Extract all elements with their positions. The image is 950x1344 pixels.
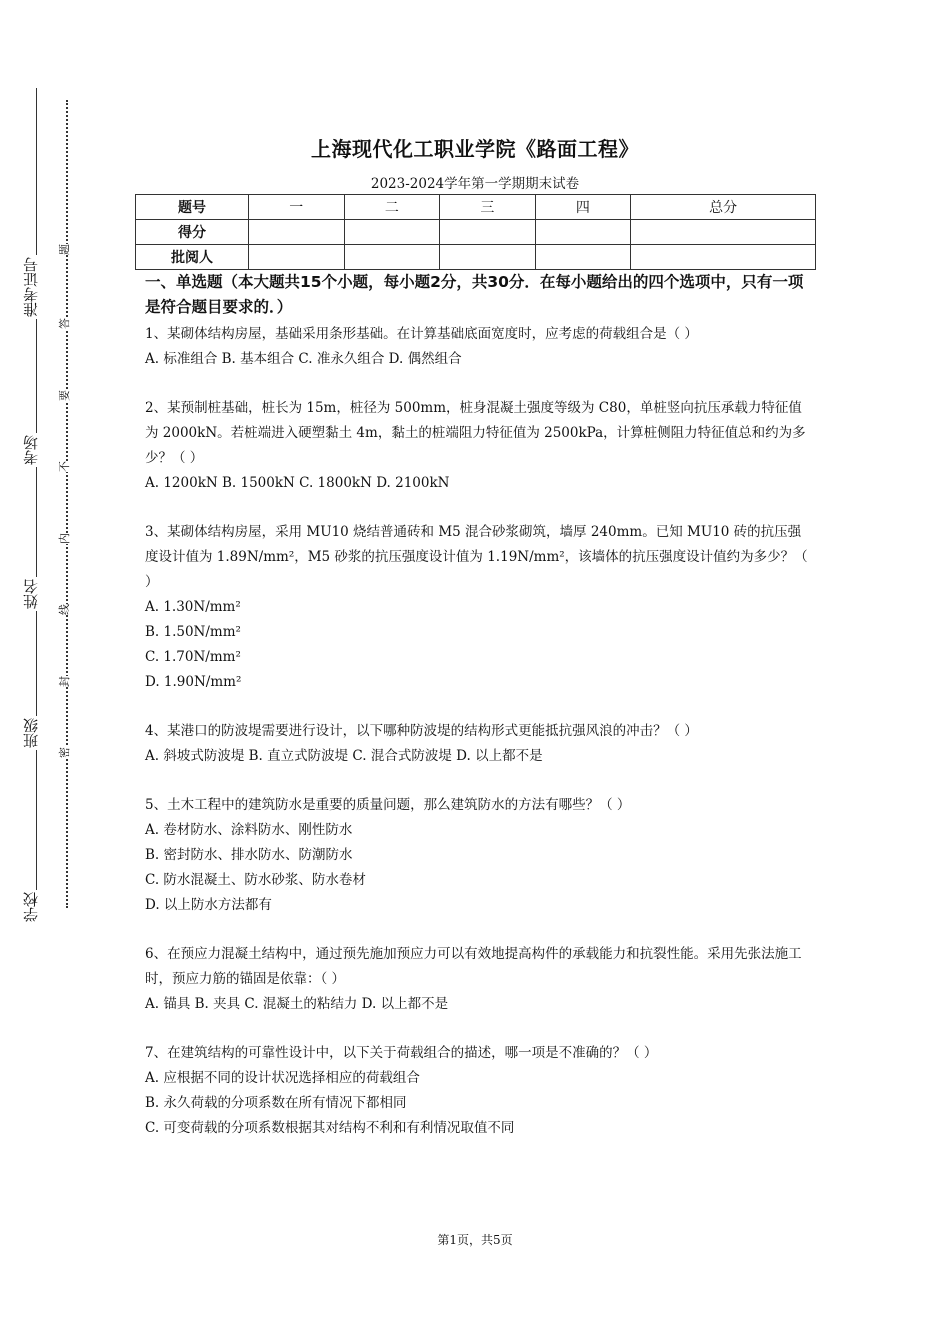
- question-stem: 6、在预应力混凝土结构中，通过预先施加预应力可以有效地提高构件的承载能力和抗裂性能。采用先张法施工时，预应力筋的锚固是依靠：（ ）: [145, 946, 802, 987]
- option-b: B. 密封防水、排水防水、防潮防水: [145, 847, 353, 863]
- score-col-header: 二: [344, 195, 440, 220]
- question-options: A. 锚具 B. 夹具 C. 混凝土的粘结力 D. 以上都不是: [145, 996, 449, 1012]
- option-b: B. 永久荷载的分项系数在所有情况下都相同: [145, 1095, 407, 1111]
- margin-label-exam-number: 准考证号: [22, 257, 40, 317]
- margin-label-class: 班级: [22, 718, 40, 748]
- page-number: 第1页，共5页: [437, 1233, 513, 1247]
- question-options: A. 斜坡式防波堤 B. 直立式防波堤 C. 混合式防波堤 D. 以上都不是: [145, 748, 543, 764]
- grader-row: [136, 245, 816, 270]
- exam-subtitle: 2023-2024学年第一学期期末试卷: [370, 176, 580, 192]
- question-5: [145, 793, 810, 918]
- seal-char: 封: [58, 676, 71, 687]
- score-col-header: 三: [440, 195, 536, 220]
- score-row-label: 得分: [136, 220, 249, 245]
- score-col-header: 一: [249, 195, 345, 220]
- option-c: C. 防水混凝土、防水砂浆、防水卷材: [145, 872, 366, 888]
- grader-cell[interactable]: [249, 245, 345, 270]
- question-options: A. 1200kN B. 1500kN C. 1800kN D. 2100kN: [145, 475, 450, 491]
- option-a: A. 1.30N/mm²: [145, 599, 241, 615]
- score-cell[interactable]: [249, 220, 345, 245]
- seal-char: 要: [58, 390, 71, 401]
- score-row: [136, 220, 816, 245]
- grader-cell[interactable]: [535, 245, 631, 270]
- question-stem: 2、某预制桩基础，桩长为 15m，桩径为 500mm，桩身混凝土强度等级为 C80，单桩竖向抗压承载力特征值为 2000kN。若桩端进入硬塑黏土 4m，黏土的桩端阻力特征值为 2500kPa，计算桩侧阻力特征值总和约为多少？（ ）: [145, 400, 806, 466]
- margin-label-exam-room: 考场: [22, 435, 40, 465]
- score-table-header-row: [136, 195, 816, 220]
- question-4: [145, 719, 810, 769]
- question-2: [145, 396, 810, 496]
- question-stem: 5、土木工程中的建筑防水是重要的质量问题，那么建筑防水的方法有哪些？（ ）: [145, 797, 631, 813]
- margin-label-school: 学校: [22, 892, 40, 922]
- exam-content: [145, 270, 810, 1165]
- seal-char: 线: [58, 604, 71, 615]
- grader-cell[interactable]: [631, 245, 816, 270]
- score-table: [135, 194, 816, 270]
- question-stem: 1、某砌体结构房屋，基础采用条形基础。在计算基础底面宽度时，应考虑的荷载组合是（ ）: [145, 326, 698, 342]
- binding-line: [36, 88, 37, 920]
- seal-char: 密: [58, 747, 71, 758]
- grader-cell[interactable]: [440, 245, 536, 270]
- score-cell[interactable]: [535, 220, 631, 245]
- seal-char: 内: [58, 533, 71, 544]
- question-stem: 7、在建筑结构的可靠性设计中，以下关于荷载组合的描述，哪一项是不准确的？（ ）: [145, 1045, 658, 1061]
- grader-row-label: 批阅人: [136, 245, 249, 270]
- question-stem: 4、某港口的防波堤需要进行设计，以下哪种防波堤的结构形式更能抵抗强风浪的冲击？（ ）: [145, 723, 698, 739]
- score-col-header: 题号: [136, 195, 249, 220]
- option-b: B. 1.50N/mm²: [145, 624, 241, 640]
- score-col-header: 总分: [631, 195, 816, 220]
- seal-char: 不: [58, 461, 71, 472]
- option-c: C. 1.70N/mm²: [145, 649, 241, 665]
- margin-label-name: 姓名: [22, 579, 40, 609]
- seal-dotted-line: [66, 100, 68, 908]
- question-7: [145, 1041, 810, 1141]
- question-6: [145, 942, 810, 1017]
- grader-cell[interactable]: [344, 245, 440, 270]
- score-cell[interactable]: [440, 220, 536, 245]
- exam-title: 上海现代化工职业学院《路面工程》: [311, 137, 639, 161]
- section-heading: 一、单选题（本大题共15个小题，每小题2分，共30分．在每小题给出的四个选项中，只有一项是符合题目要求的．）: [145, 273, 804, 316]
- option-a: A. 卷材防水、涂料防水、刚性防水: [145, 822, 353, 838]
- option-a: A. 应根据不同的设计状况选择相应的荷载组合: [145, 1070, 420, 1086]
- score-col-header: 四: [535, 195, 631, 220]
- seal-char: 题: [58, 244, 71, 255]
- option-d: D. 1.90N/mm²: [145, 674, 242, 690]
- option-c: C. 可变荷载的分项系数根据其对结构不利和有利情况取值不同: [145, 1120, 515, 1136]
- seal-char: 答: [58, 318, 71, 329]
- question-3: [145, 520, 810, 695]
- option-d: D. 以上防水方法都有: [145, 897, 272, 913]
- score-cell[interactable]: [631, 220, 816, 245]
- score-cell[interactable]: [344, 220, 440, 245]
- question-1: [145, 322, 810, 372]
- question-stem: 3、某砌体结构房屋，采用 MU10 烧结普通砖和 M5 混合砂浆砌筑，墙厚 240mm。已知 MU10 砖的抗压强度设计值为 1.89N/mm²，M5 砂浆的抗压强度设计值为 1.19N/mm²，该墙体的抗压强度设计值约为多少？（ ）: [145, 524, 812, 590]
- question-options: A. 标准组合 B. 基本组合 C. 准永久组合 D. 偶然组合: [145, 351, 462, 367]
